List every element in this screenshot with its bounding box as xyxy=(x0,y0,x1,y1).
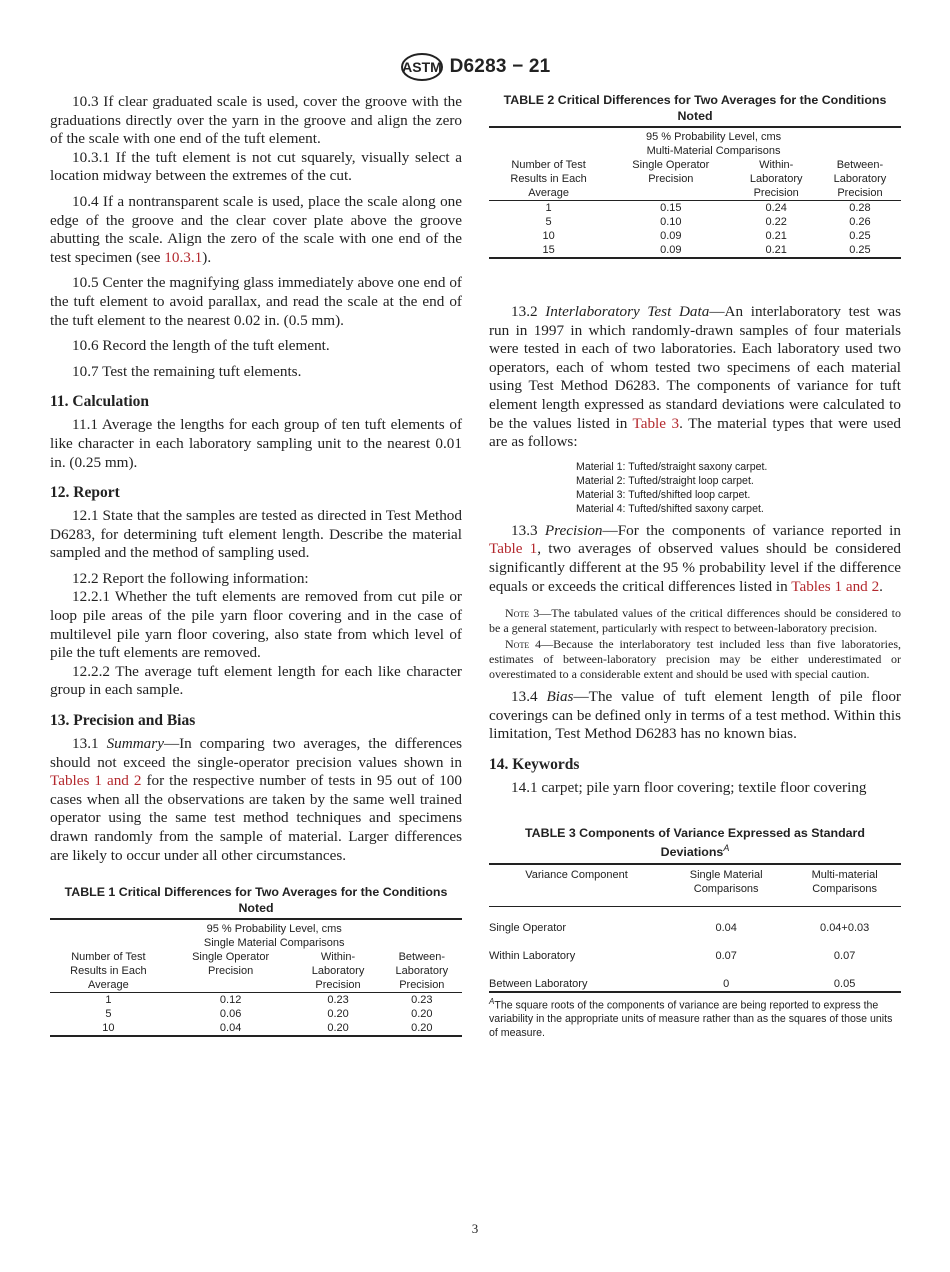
table-1 xyxy=(50,918,462,1037)
table-cell: 0.10 xyxy=(660,216,682,228)
column-header-single-material xyxy=(664,864,788,907)
table-cell: 5 xyxy=(105,1008,112,1021)
table-header-cell xyxy=(382,919,462,950)
table-row xyxy=(489,215,901,229)
footnote-marker: A xyxy=(723,843,730,854)
table-row xyxy=(489,243,901,258)
paragraph-number: 13.1 xyxy=(72,735,107,753)
header-line: Between- xyxy=(836,159,884,171)
caption-text: TABLE 3 Components of Variance Expressed as Standard Deviations xyxy=(525,825,865,860)
header-line: Precision xyxy=(837,187,883,199)
header-line: Single Material xyxy=(689,868,763,881)
paragraph-10-5: 10.5 Center the magnifying glass immediately above one end of the tuft element to avoid parallax, and read the scale at the end of the tuft element to the nearest 0.02 in. (0.5 mm). xyxy=(50,274,462,329)
table-cell: 1 xyxy=(105,994,112,1007)
header-line: Single Operator xyxy=(192,951,270,964)
table-cell: 0.25 xyxy=(849,244,871,256)
table-cell: 0.09 xyxy=(660,230,682,242)
table-row xyxy=(489,935,901,963)
paragraph-13-3 xyxy=(489,522,901,596)
column-header-number-of-tests xyxy=(50,950,167,993)
table-header-cell xyxy=(50,919,167,950)
table-cell: 0.20 xyxy=(327,1022,349,1035)
header-line: Variance Component xyxy=(525,868,628,881)
paragraph-title: Precision xyxy=(544,521,603,539)
paragraph-number: 13.2 xyxy=(511,303,546,320)
table-cell: 0.25 xyxy=(849,230,871,242)
table-cell: 0 xyxy=(723,977,730,990)
note-text: 3—The tabulated values of the critical differences should be considered to be a general statement, particularly with respect to between-laboratory precision. xyxy=(489,606,901,636)
document-designation: D6283 − 21 xyxy=(449,56,551,77)
table-row xyxy=(50,993,462,1008)
right-column xyxy=(489,93,901,1040)
table-row xyxy=(489,906,901,935)
span-header-line: Multi-Material Comparisons xyxy=(646,145,781,157)
table-3-footnote xyxy=(489,995,901,1041)
column-header-multi-material xyxy=(788,864,901,907)
table-row xyxy=(489,963,901,992)
span-header-line: 95 % Probability Level, cms xyxy=(206,923,342,936)
table-cell: 5 xyxy=(545,216,552,228)
table-cell: 0.05 xyxy=(833,977,856,990)
table-cell: Between Laboratory xyxy=(489,977,588,990)
note-4 xyxy=(489,637,901,683)
paragraph-text: —An interlaboratory test was run in 1997 in which randomly-drawn samples of four materials were tested in each of two laboratories. Each laboratory used two operators, each of whom tested two specimens of each material using Test Method D6283. The components of variance for tuft element length expressed as standard deviations were calculated to be the values listed in xyxy=(489,303,902,432)
table-cell: 0.20 xyxy=(411,1022,433,1035)
table-cell: 0.20 xyxy=(411,1008,433,1021)
table-cell: 0.21 xyxy=(765,230,787,242)
section-heading-calculation: 11. Calculation xyxy=(50,393,150,411)
paragraph-12-1: 12.1 State that the samples are tested as directed in Test Method D6283, for determining tuft element length. Describe the material sampled and the method of sampling used. xyxy=(50,507,462,562)
header-line: Laboratory xyxy=(833,173,887,185)
page-header xyxy=(0,52,950,82)
header-line: Average xyxy=(88,979,129,992)
column-header-between-lab xyxy=(819,158,901,201)
table-row xyxy=(489,229,901,243)
table-cell: 0.23 xyxy=(327,994,349,1007)
header-line: Comparisons xyxy=(812,882,878,895)
paragraph-10-3-1: 10.3.1 If the tuft element is not cut squarely, visually select a location midway between the extremes of the cut. xyxy=(50,148,462,185)
table-row xyxy=(50,1021,462,1036)
paragraph-13-2 xyxy=(489,303,901,452)
table-cell: 0.24 xyxy=(765,202,787,214)
table-1-caption: TABLE 1 Critical Differences for Two Averages for the Conditions Noted xyxy=(64,885,448,915)
table-cell: 0.28 xyxy=(849,202,871,214)
left-column xyxy=(50,93,462,1037)
table-span-header xyxy=(167,919,382,950)
paragraph-title: Summary xyxy=(106,735,164,753)
table-3-block xyxy=(489,826,901,1041)
table-header-cell xyxy=(819,127,901,158)
column-header-number-of-tests xyxy=(489,158,608,201)
table-cell: 10 xyxy=(542,230,555,242)
table-cell: 0.04+0.03 xyxy=(820,921,870,934)
paragraph-10-6: 10.6 Record the length of the tuft element. xyxy=(72,337,330,355)
table-row xyxy=(50,1007,462,1021)
material-item: Material 1: Tufted/straight saxony carpet. xyxy=(576,460,768,473)
paragraph-number: 13.3 xyxy=(511,521,545,539)
table-cell: 0.15 xyxy=(660,202,682,214)
table-cell: 0.09 xyxy=(660,244,682,256)
table-cell: 15 xyxy=(542,244,555,256)
column-header-single-operator xyxy=(608,158,733,201)
header-line: Single Operator xyxy=(632,159,710,171)
table-cell: 0.04 xyxy=(219,1022,242,1035)
paragraph-12-2-1: 12.2.1 Whether the tuft elements are removed from cut pile or loop pile areas of the pile yarn floor covering and in the case of multilevel pile yarn floor covering, also state from which level of pile the tuft elements are removed. xyxy=(50,588,462,662)
link-table-3[interactable]: Table 3 xyxy=(632,414,680,432)
table-cell: 0.07 xyxy=(833,949,856,962)
note-text: 4—Because the interlaboratory test included less than five laboratories, estimates of between-laboratory precision may be either underestimated or overestimated to a considerable extent and should be used with special caution. xyxy=(489,636,901,681)
table-3 xyxy=(489,863,901,993)
header-line: Within- xyxy=(759,159,794,171)
table-cell: 0.20 xyxy=(327,1008,349,1021)
link-tables-1-2[interactable]: Tables 1 and 2 xyxy=(50,772,142,790)
material-item: Material 4: Tufted/shifted saxony carpet. xyxy=(576,502,764,515)
paragraph-13-1 xyxy=(50,735,462,865)
astm-logo-icon xyxy=(400,52,444,82)
header-line: Within- xyxy=(320,951,356,964)
header-line: Multi-material xyxy=(811,868,878,881)
paragraph-text: —The value of tuft element length of pile floor coverings can be defined only in terms of a test method. Within this limitation, Test Method D6283 has no known bias. xyxy=(489,688,901,743)
column-header-within-lab xyxy=(294,950,381,993)
paragraph-13-4 xyxy=(489,688,901,744)
paragraph-title: Bias xyxy=(546,688,574,706)
paragraph-text: for the respective number of tests in 95 out of 100 cases when all the observations are taken by the same well trained operator using the same test method techniques and specimens drawn randomly from the sample of material. Larger differences are likely to occur under all other circumstances. xyxy=(50,772,462,864)
material-item: Material 2: Tufted/straight loop carpet. xyxy=(576,474,754,487)
table-2 xyxy=(489,126,901,259)
note-label: Note xyxy=(505,606,530,621)
header-line: Precision xyxy=(207,965,254,978)
table-row xyxy=(489,201,901,216)
table-cell: 0.12 xyxy=(219,994,242,1007)
header-line: Results in Each xyxy=(70,965,147,978)
table-3-caption xyxy=(489,826,901,861)
paragraph-text: . xyxy=(879,577,883,595)
header-line: Laboratory xyxy=(395,965,449,978)
note-3 xyxy=(489,606,901,636)
header-line: Number of Test xyxy=(511,159,586,171)
material-list xyxy=(489,460,901,516)
header-line: Between- xyxy=(398,951,446,964)
table-cell: 0.07 xyxy=(715,949,737,962)
link-10-3-1[interactable]: 10.3.1 xyxy=(164,248,203,266)
header-line: Precision xyxy=(753,187,799,199)
paragraph-10-4 xyxy=(50,193,462,267)
paragraph-title: Interlaboratory Test Data xyxy=(545,303,710,320)
header-line: Precision xyxy=(315,979,361,992)
paragraph-text: . The material types that were used are as follows: xyxy=(489,414,901,451)
header-line: Number of Test xyxy=(71,951,146,964)
section-heading-precision-bias: 13. Precision and Bias xyxy=(50,712,196,730)
paragraph-text: , two averages of observed values should be considered significantly different at the 95 % probability level if the difference equals or exceeds the critical differences listed in xyxy=(489,540,901,595)
note-label: Note xyxy=(505,636,530,651)
svg-text:ASTM: ASTM xyxy=(401,59,442,75)
table-cell: Within Laboratory xyxy=(489,949,576,962)
paragraph-12-2-2: 12.2.2 The average tuft element length for each like character group in each sample. xyxy=(50,662,462,699)
header-line: Precision xyxy=(648,173,694,185)
table-header-cell xyxy=(489,127,608,158)
footnote-text: The square roots of the components of variance are being reported to express the variability in the appropriate units of measure rather than as the squares of those units of measure. xyxy=(489,999,893,1040)
paragraph-14-1: 14.1 carpet; pile yarn floor covering; textile floor covering xyxy=(511,778,867,796)
link-table-1[interactable]: Table 1 xyxy=(489,540,538,558)
table-2-block xyxy=(489,93,901,259)
table-cell: 1 xyxy=(545,202,552,214)
table-cell: 0.04 xyxy=(715,921,737,934)
link-tables-1-2[interactable]: Tables 1 and 2 xyxy=(791,577,880,595)
paragraph-12-2: 12.2 Report the following information: xyxy=(72,569,309,587)
column-header-variance-component xyxy=(489,864,664,907)
header-line: Laboratory xyxy=(311,965,365,978)
column-header-between-lab xyxy=(382,950,462,993)
paragraph-10-7: 10.7 Test the remaining tuft elements. xyxy=(72,362,302,380)
paragraph-11-1: 11.1 Average the lengths for each group of ten tuft elements of like character in each laboratory sampling unit to the nearest 0.01 in. (0.25 mm). xyxy=(50,416,462,471)
material-item: Material 3: Tufted/shifted loop carpet. xyxy=(576,488,751,501)
column-header-single-operator xyxy=(167,950,295,993)
table-1-block xyxy=(50,885,462,1037)
column-header-within-lab xyxy=(733,158,819,201)
paragraph-10-3: 10.3 If clear graduated scale is used, cover the groove with the graduations directly over the yarn in the groove and align the zero of the scale with one end of the tuft element. xyxy=(50,93,462,148)
table-span-header xyxy=(608,127,819,158)
span-header-line: Single Material Comparisons xyxy=(203,937,345,950)
section-heading-report: 12. Report xyxy=(50,484,120,502)
table-cell: 0.26 xyxy=(849,216,871,228)
paragraph-text: —For the components of variance reported in xyxy=(602,521,901,539)
header-line: Precision xyxy=(399,979,445,992)
table-2-caption: TABLE 2 Critical Differences for Two Averages for the Conditions Noted xyxy=(503,93,887,123)
header-line: Comparisons xyxy=(693,882,759,895)
header-line: Results in Each xyxy=(510,173,587,185)
paragraph-number: 13.4 xyxy=(511,688,547,706)
span-header-line: 95 % Probability Level, cms xyxy=(646,131,782,143)
paragraph-text: 10.4 If a nontransparent scale is used, place the scale along one edge of the groove and the clear cover plate above the groove abutting the scale. Align the zero of the scale with one end of the test specimen (see xyxy=(50,192,462,266)
table-cell: Single Operator xyxy=(489,921,567,934)
table-cell: 0.06 xyxy=(219,1008,242,1021)
paragraph-text: —In comparing two averages, the differences should not exceed the single-operator precision values shown in xyxy=(50,735,463,771)
table-cell: 0.21 xyxy=(765,244,787,256)
table-cell: 0.23 xyxy=(411,994,433,1007)
paragraph-text: ). xyxy=(202,248,212,266)
table-cell: 10 xyxy=(102,1022,115,1035)
table-cell: 0.22 xyxy=(765,216,787,228)
page-number: 3 xyxy=(471,1221,479,1236)
header-line: Average xyxy=(528,187,569,199)
footnote-marker: A xyxy=(489,996,495,1006)
section-heading-keywords: 14. Keywords xyxy=(489,755,580,773)
header-line: Laboratory xyxy=(749,173,803,185)
